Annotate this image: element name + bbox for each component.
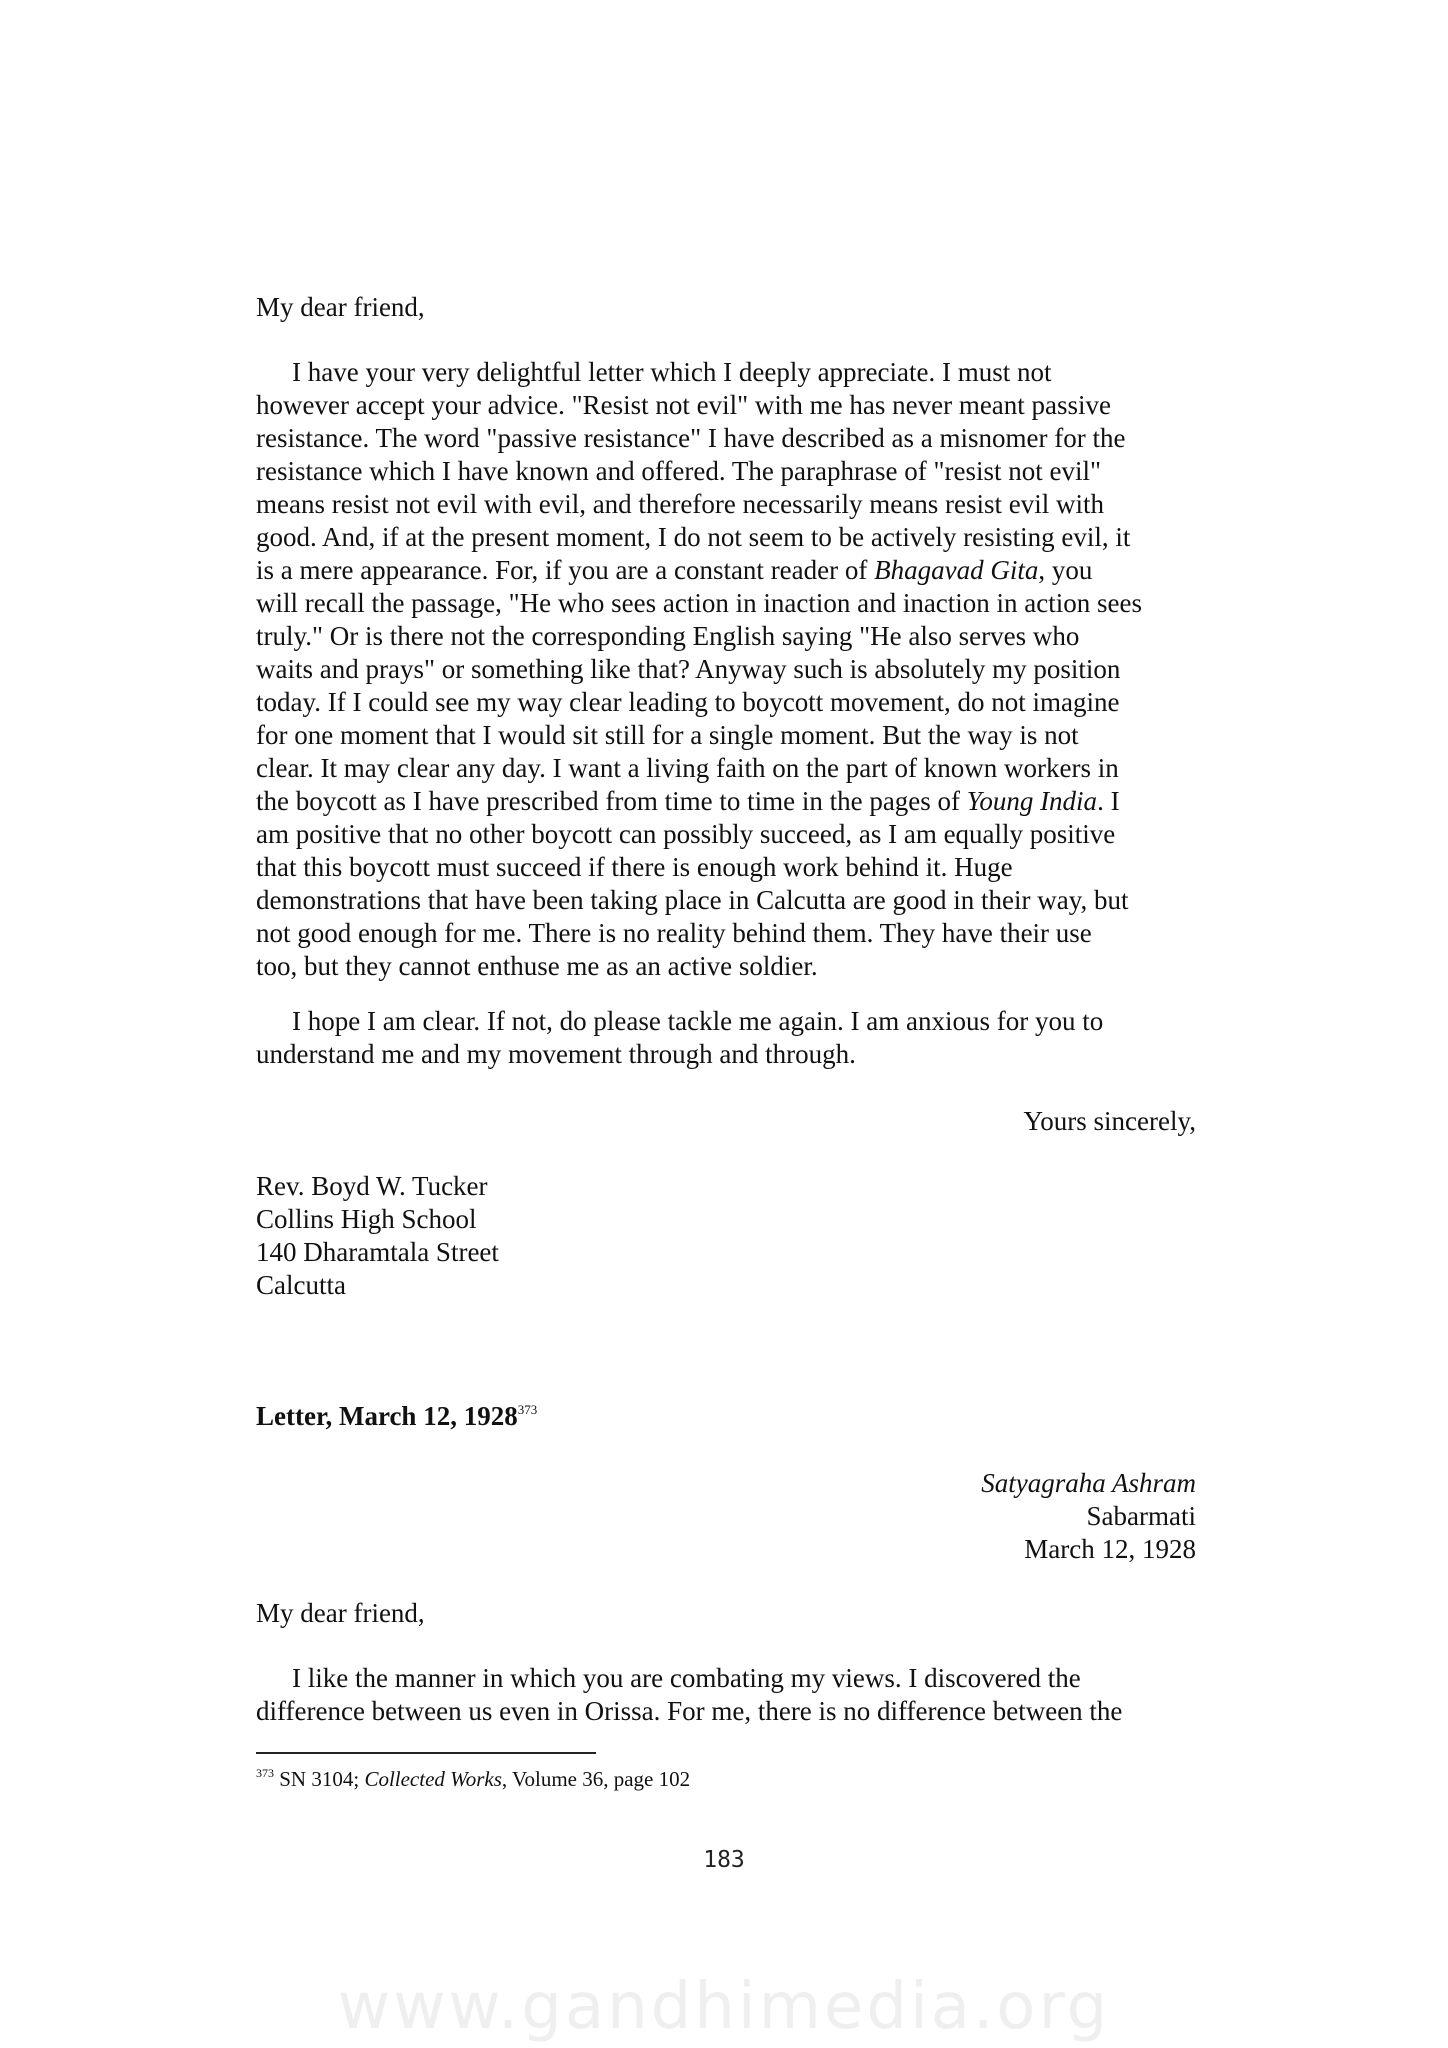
text-line: for one moment that I would sit still for a single moment. But the way is not bbox=[256, 720, 1079, 750]
text-line: difference between us even in Orissa. For me, there is no difference between the bbox=[256, 1696, 1123, 1726]
text-line: too, but they cannot enthuse me as an active soldier. bbox=[256, 951, 818, 981]
text-line: truly." Or is there not the corresponding English saying "He also serves who bbox=[256, 621, 1080, 651]
salutation: My dear friend, bbox=[256, 292, 425, 322]
letter-paragraph-1 bbox=[256, 356, 1196, 983]
publication-title: Young India bbox=[966, 786, 1098, 816]
ashram-name: Satyagraha Ashram bbox=[981, 1468, 1196, 1498]
text-line: I hope I am clear. If not, do please tackle me again. I am anxious for you to bbox=[292, 1006, 1104, 1036]
footnote-text: , Volume 36, page 102 bbox=[501, 1767, 691, 1791]
book-title: Bhagavad Gita bbox=[874, 555, 1039, 585]
text-line: resistance. The word "passive resistance" I have described as a misnomer for the bbox=[256, 423, 1126, 453]
letter-paragraph-2 bbox=[256, 1005, 1196, 1071]
closing: Yours sincerely, bbox=[1023, 1106, 1196, 1136]
recipient-address bbox=[256, 1170, 1196, 1302]
text-segment: , you bbox=[1038, 555, 1093, 585]
text-line: not good enough for me. There is no reality behind them. They have their use bbox=[256, 918, 1092, 948]
text-line: however accept your advice. "Resist not evil" with me has never meant passive bbox=[256, 390, 1112, 420]
place-name bbox=[256, 1467, 1196, 1500]
footnote-title: Collected Works bbox=[364, 1767, 502, 1791]
text-line: am positive that no other boycott can possibly succeed, as I am equally positive bbox=[256, 819, 1116, 849]
text-line: I have your very delightful letter which I deeply appreciate. I must not bbox=[292, 357, 1052, 387]
address-line: Rev. Boyd W. Tucker bbox=[256, 1171, 488, 1201]
date-line: March 12, 1928 bbox=[1024, 1534, 1196, 1564]
text-line: means resist not evil with evil, and therefore necessarily means resist evil with bbox=[256, 489, 1105, 519]
watermark: www.gandhimedia.org bbox=[337, 1970, 1111, 2044]
text-segment: . I bbox=[1097, 786, 1120, 816]
text-line: resistance which I have known and offered. The paraphrase of "resist not evil" bbox=[256, 456, 1102, 486]
sender-address bbox=[256, 1467, 1196, 1566]
place-line: Sabarmati bbox=[1086, 1501, 1196, 1531]
footnote-reference: 373 bbox=[517, 1402, 538, 1417]
page-number: 183 bbox=[703, 1847, 745, 1873]
text-line: today. If I could see my way clear leading to boycott movement, do not imagine bbox=[256, 687, 1120, 717]
footnote-number: 373 bbox=[256, 1766, 274, 1780]
text-line: clear. It may clear any day. I want a living faith on the part of known workers in bbox=[256, 753, 1119, 783]
address-line: 140 Dharamtala Street bbox=[256, 1237, 499, 1267]
text-segment: the boycott as I have prescribed from time to time in the pages of bbox=[256, 786, 967, 816]
letter-heading bbox=[256, 1400, 1196, 1433]
heading-text: Letter, March 12, 1928 bbox=[256, 1401, 518, 1431]
text-line: that this boycott must succeed if there is enough work behind it. Huge bbox=[256, 852, 1013, 882]
salutation: My dear friend, bbox=[256, 1598, 425, 1628]
footnote-divider bbox=[256, 1752, 596, 1754]
text-line: understand me and my movement through and through. bbox=[256, 1039, 856, 1069]
address-line: Calcutta bbox=[256, 1270, 346, 1300]
text-line: waits and prays" or something like that? Anyway such is absolutely my position bbox=[256, 654, 1121, 684]
footnote-text: SN 3104; bbox=[279, 1767, 365, 1791]
text-segment: is a mere appearance. For, if you are a constant reader of bbox=[256, 555, 875, 585]
text-line: demonstrations that have been taking place in Calcutta are good in their way, but bbox=[256, 885, 1129, 915]
text-line: I like the manner in which you are combating my views. I discovered the bbox=[292, 1663, 1081, 1693]
footnote bbox=[256, 1766, 690, 1792]
text-line bbox=[256, 554, 1196, 587]
address-line: Collins High School bbox=[256, 1204, 477, 1234]
letter-paragraph bbox=[256, 1662, 1196, 1728]
text-line: will recall the passage, "He who sees action in inaction and inaction in action sees bbox=[256, 588, 1142, 618]
text-line bbox=[256, 785, 1196, 818]
text-line: good. And, if at the present moment, I do not seem to be actively resisting evil, it bbox=[256, 522, 1131, 552]
